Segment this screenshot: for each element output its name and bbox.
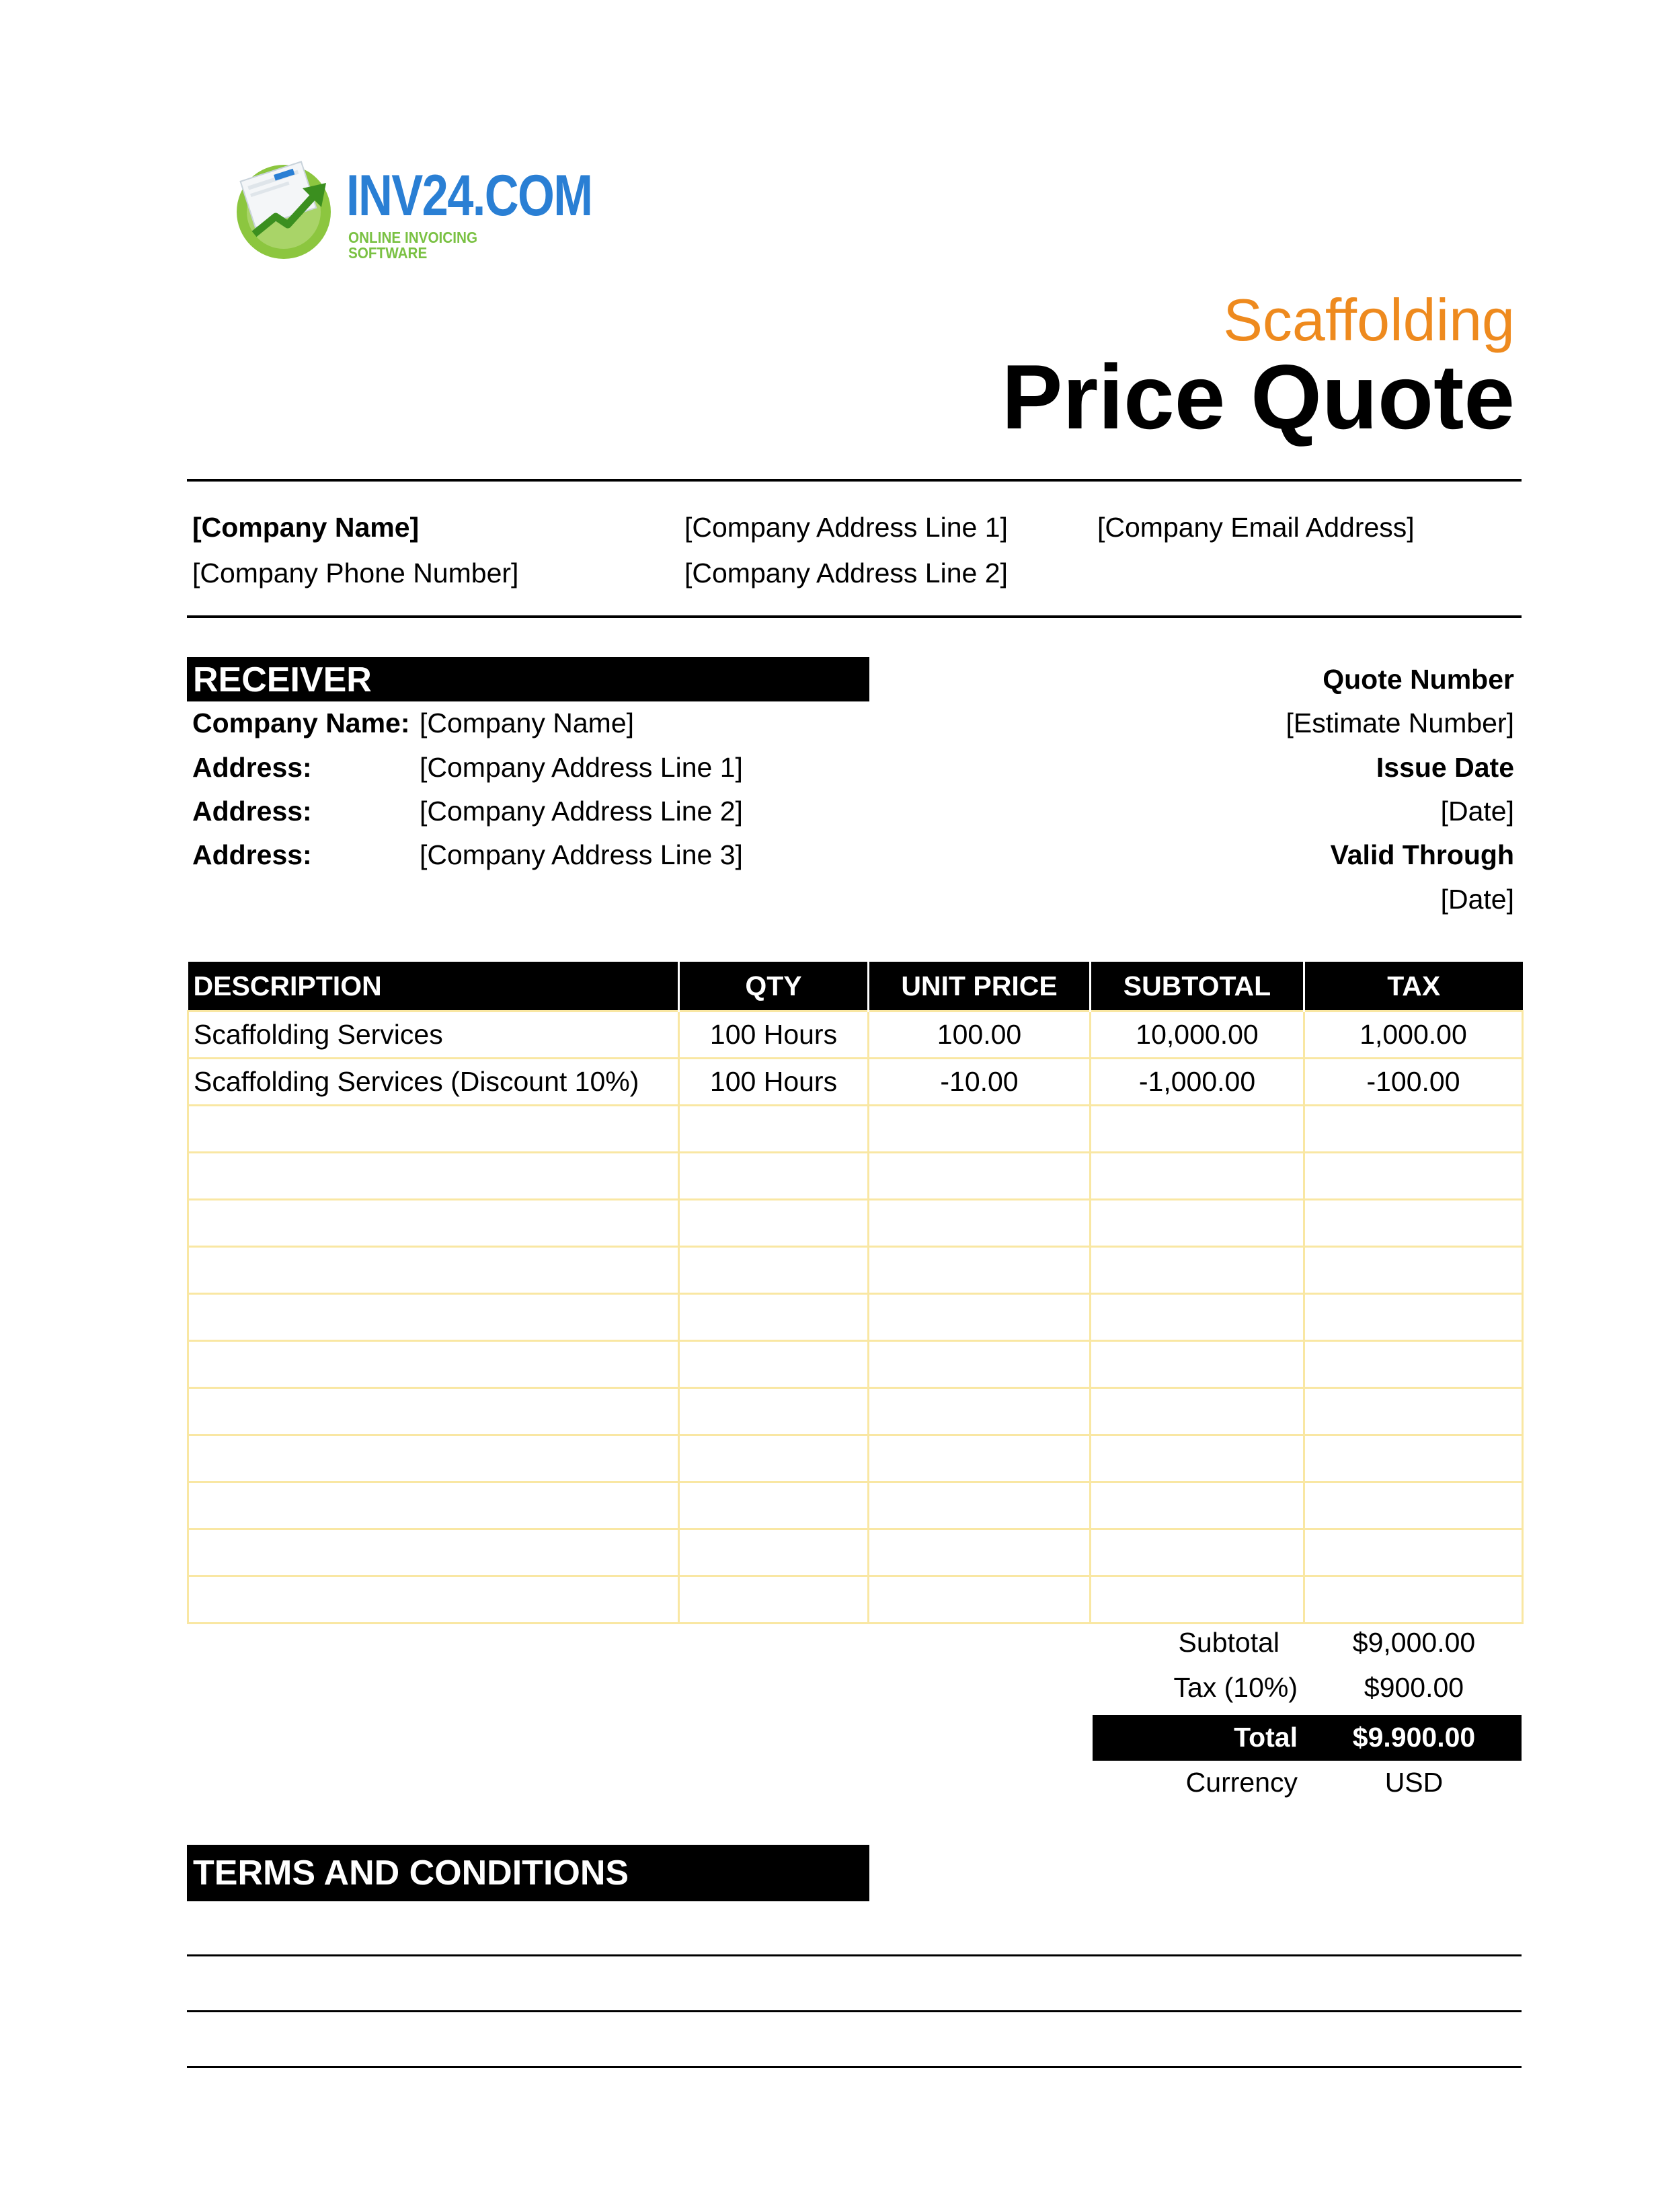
- cell-qty: [679, 1482, 869, 1529]
- receiver-address-label: Address:: [192, 839, 312, 870]
- cell-unit-price: [869, 1200, 1091, 1247]
- table-row: [188, 1012, 1523, 1059]
- company-name: [Company Name]: [192, 512, 420, 543]
- subtotal-value: $9,000.00: [1352, 1627, 1476, 1658]
- cell-unit-price: [869, 1106, 1091, 1153]
- cell-qty: [679, 1153, 869, 1200]
- cell-qty: [679, 1200, 869, 1247]
- table-row: [188, 1200, 1523, 1247]
- cell-qty: [679, 1529, 869, 1576]
- cell-description: [188, 1341, 679, 1388]
- table-row: [188, 1294, 1523, 1341]
- cell-description: [188, 1388, 679, 1435]
- cell-unit-price: [869, 1341, 1091, 1388]
- terms-line: [187, 1954, 1522, 1956]
- quote-number-label: Quote Number: [1323, 664, 1514, 695]
- cell-tax: [1304, 1529, 1523, 1576]
- cell-qty: [679, 1341, 869, 1388]
- cell-description: [188, 1200, 679, 1247]
- cell-subtotal: [1091, 1200, 1304, 1247]
- cell-tax: [1304, 1153, 1523, 1200]
- cell-subtotal: [1091, 1247, 1304, 1294]
- cell-description: [188, 1153, 679, 1200]
- cell-description: [188, 1529, 679, 1576]
- company-address-line-1: [Company Address Line 1]: [684, 512, 1008, 543]
- terms-line: [187, 2010, 1522, 2012]
- cell-unit-price: [869, 1247, 1091, 1294]
- total-label: Total: [1234, 1722, 1298, 1753]
- cell-tax: 1,000.00: [1304, 1012, 1523, 1059]
- table-row: [188, 1341, 1523, 1388]
- terms-heading-bar: [187, 1845, 869, 1901]
- line-items-table: [187, 962, 1524, 1624]
- cell-unit-price: [869, 1482, 1091, 1529]
- column-header-description: DESCRIPTION: [188, 962, 679, 1012]
- company-address-line-2: [Company Address Line 2]: [684, 558, 1008, 588]
- table-row: [188, 1529, 1523, 1576]
- table-row: [188, 1388, 1523, 1435]
- cell-subtotal: [1091, 1294, 1304, 1341]
- company-logo: [229, 155, 592, 262]
- quote-number-value: [Estimate Number]: [1286, 708, 1514, 738]
- column-header-unit-price: UNIT PRICE: [869, 962, 1091, 1012]
- cell-qty: [679, 1106, 869, 1153]
- valid-through-label: Valid Through: [1330, 839, 1514, 870]
- table-row: [188, 1482, 1523, 1529]
- cell-subtotal: [1091, 1529, 1304, 1576]
- table-row: [188, 1247, 1523, 1294]
- cell-subtotal: [1091, 1153, 1304, 1200]
- cell-tax: [1304, 1294, 1523, 1341]
- cell-unit-price: [869, 1576, 1091, 1624]
- receiver-heading-bar: [187, 657, 869, 701]
- cell-tax: [1304, 1341, 1523, 1388]
- cell-subtotal: [1091, 1106, 1304, 1153]
- table-row: [188, 1059, 1523, 1106]
- cell-qty: [679, 1576, 869, 1624]
- cell-description: [188, 1435, 679, 1482]
- receiver-address-3: [Company Address Line 3]: [420, 839, 743, 870]
- cell-tax: [1304, 1106, 1523, 1153]
- cell-description: [188, 1247, 679, 1294]
- cell-unit-price: [869, 1529, 1091, 1576]
- cell-unit-price: -10.00: [869, 1059, 1091, 1106]
- cell-qty: [679, 1247, 869, 1294]
- table-row: [188, 1435, 1523, 1482]
- receiver-company-value: [Company Name]: [420, 708, 635, 738]
- receiver-address-label: Address:: [192, 752, 312, 783]
- currency-value: USD: [1384, 1767, 1444, 1798]
- cell-qty: [679, 1294, 869, 1341]
- tax-value: $900.00: [1364, 1672, 1464, 1703]
- total-value: $9.900.00: [1352, 1722, 1476, 1753]
- cell-unit-price: [869, 1153, 1091, 1200]
- cell-description: [188, 1482, 679, 1529]
- cell-qty: [679, 1435, 869, 1482]
- cell-description: Scaffolding Services: [188, 1012, 679, 1059]
- cell-unit-price: [869, 1388, 1091, 1435]
- cell-description: [188, 1576, 679, 1624]
- logo-tagline: ONLINE INVOICING SOFTWARE: [348, 229, 478, 262]
- logo-wordmark: INV24.COM: [346, 163, 592, 228]
- cell-subtotal: [1091, 1388, 1304, 1435]
- cell-tax: [1304, 1435, 1523, 1482]
- terms-heading: TERMS AND CONDITIONS: [193, 1854, 629, 1893]
- table-body: [188, 1012, 1523, 1624]
- cell-tax: [1304, 1482, 1523, 1529]
- cell-tax: [1304, 1576, 1523, 1624]
- document-title: Price Quote: [1001, 346, 1515, 448]
- logo-chart-icon: [229, 155, 343, 262]
- cell-qty: 100 Hours: [679, 1012, 869, 1059]
- divider: [187, 615, 1522, 618]
- receiver-address-label: Address:: [192, 796, 312, 827]
- terms-line: [187, 2066, 1522, 2068]
- cell-description: [188, 1106, 679, 1153]
- table-header-row: [188, 962, 1523, 1012]
- receiver-address-2: [Company Address Line 2]: [420, 796, 743, 827]
- cell-description: [188, 1294, 679, 1341]
- cell-qty: [679, 1388, 869, 1435]
- cell-tax: -100.00: [1304, 1059, 1523, 1106]
- cell-subtotal: [1091, 1482, 1304, 1529]
- document-subtitle: Scaffolding: [1223, 287, 1515, 353]
- cell-unit-price: [869, 1435, 1091, 1482]
- cell-unit-price: [869, 1294, 1091, 1341]
- issue-date-label: Issue Date: [1376, 752, 1514, 783]
- receiver-address-1: [Company Address Line 1]: [420, 752, 743, 783]
- table-row: [188, 1106, 1523, 1153]
- table-row: [188, 1153, 1523, 1200]
- cell-subtotal: [1091, 1435, 1304, 1482]
- divider: [187, 479, 1522, 482]
- column-header-subtotal: SUBTOTAL: [1091, 962, 1304, 1012]
- table-row: [188, 1576, 1523, 1624]
- cell-subtotal: 10,000.00: [1091, 1012, 1304, 1059]
- cell-unit-price: 100.00: [869, 1012, 1091, 1059]
- cell-description: Scaffolding Services (Discount 10%): [188, 1059, 679, 1106]
- company-email: [Company Email Address]: [1097, 512, 1415, 543]
- cell-tax: [1304, 1247, 1523, 1294]
- issue-date-value: [Date]: [1440, 796, 1514, 827]
- company-phone: [Company Phone Number]: [192, 558, 519, 588]
- cell-subtotal: -1,000.00: [1091, 1059, 1304, 1106]
- column-header-qty: QTY: [679, 962, 869, 1012]
- currency-label: Currency: [1185, 1767, 1298, 1798]
- cell-tax: [1304, 1388, 1523, 1435]
- tax-label: Tax (10%): [1173, 1672, 1298, 1703]
- receiver-heading: RECEIVER: [193, 660, 372, 699]
- cell-qty: 100 Hours: [679, 1059, 869, 1106]
- cell-subtotal: [1091, 1576, 1304, 1624]
- valid-through-value: [Date]: [1440, 884, 1514, 915]
- cell-tax: [1304, 1200, 1523, 1247]
- column-header-tax: TAX: [1304, 962, 1523, 1012]
- cell-subtotal: [1091, 1341, 1304, 1388]
- subtotal-label: Subtotal: [1178, 1627, 1279, 1658]
- receiver-company-label: Company Name:: [192, 708, 410, 738]
